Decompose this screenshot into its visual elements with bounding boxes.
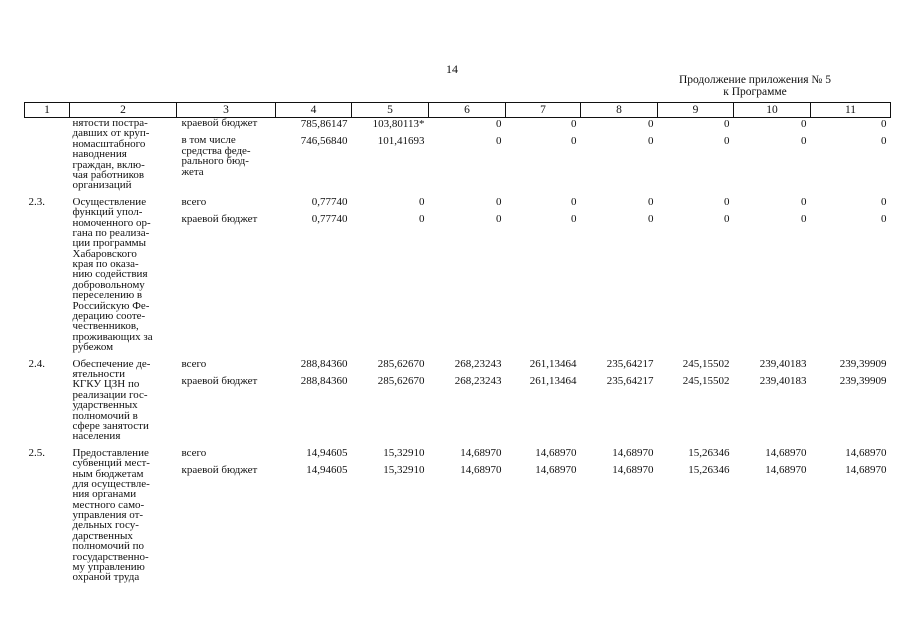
value-cell: 14,68970 xyxy=(845,464,887,477)
value-cell: 0,77740 xyxy=(311,213,348,226)
funding-source-line: всего xyxy=(181,446,207,459)
measure-name-line: номоченного ор- xyxy=(72,216,151,229)
measure-name-line: ции программы xyxy=(72,237,147,250)
header-cell-10: 10 xyxy=(734,103,811,118)
value-cell: 268,23243 xyxy=(454,374,502,387)
funding-source-entry xyxy=(182,359,276,369)
page-number: 14 xyxy=(446,62,458,76)
value-cell: 14,68970 xyxy=(535,464,577,477)
funding-source-line: всего xyxy=(181,195,207,208)
funding-source-line: краевой бюджет xyxy=(181,374,258,387)
value-cell: 14,68970 xyxy=(535,446,577,459)
header-cell-11: 11 xyxy=(811,103,891,118)
value-column-8 xyxy=(581,197,658,353)
measure-name-line: местного само- xyxy=(72,498,145,511)
funding-source-line: в том числе xyxy=(181,134,236,147)
value-cell: 0 xyxy=(571,134,577,147)
measure-name-line: КГКУ ЦЗН по xyxy=(72,378,140,391)
row-number: 2.5. xyxy=(28,446,45,459)
measure-name-line: сфере занятости xyxy=(72,419,149,432)
measure-name-line: му управлению xyxy=(72,561,145,574)
measure-name-line: Осуществление xyxy=(72,195,147,208)
value-cell: 15,32910 xyxy=(383,446,425,459)
value-column-11 xyxy=(811,197,891,353)
measure-name-line: гана по реализа- xyxy=(72,226,150,239)
value-cell: 15,26346 xyxy=(688,446,730,459)
value-column-5 xyxy=(352,359,429,442)
value-cell: 239,39909 xyxy=(839,357,887,370)
value-cell: 288,84360 xyxy=(300,357,348,370)
measure-name-line: государственно- xyxy=(72,550,149,563)
value-column-6 xyxy=(429,359,506,442)
funding-source xyxy=(177,118,276,191)
funding-source-line: жета xyxy=(181,165,204,178)
value-column-9 xyxy=(658,359,734,442)
value-column-9 xyxy=(658,448,734,583)
value-column-9 xyxy=(658,197,734,353)
value-column-7 xyxy=(506,359,581,442)
value-cell: 0 xyxy=(724,117,730,130)
value-cell: 15,32910 xyxy=(383,464,425,477)
measure-name-line: населения xyxy=(72,430,121,443)
measure-name-line: полномочий в xyxy=(72,409,138,422)
header-cell-6: 6 xyxy=(429,103,506,118)
measure-name-line: чественников, xyxy=(72,320,139,333)
value-cell: 0 xyxy=(801,134,807,147)
budget-table xyxy=(24,102,891,583)
value-cell: 0 xyxy=(648,213,654,226)
measure-name-line: проживающих за xyxy=(72,330,153,343)
value-column-7 xyxy=(506,118,581,191)
value-cell: 14,68970 xyxy=(612,446,654,459)
value-column-10 xyxy=(734,118,811,191)
row-number: 2.3. xyxy=(28,195,45,208)
value-cell: 0 xyxy=(419,213,425,226)
table-row xyxy=(25,197,891,353)
funding-source-entry xyxy=(182,376,276,386)
measure-name-line: организаций xyxy=(72,179,132,192)
measure-name-line: субвенций мест- xyxy=(72,457,150,470)
value-cell: 0 xyxy=(571,213,577,226)
funding-source xyxy=(177,359,276,442)
measure-name xyxy=(70,118,177,191)
value-cell: 14,94605 xyxy=(306,446,348,459)
measure-name-line: охраной труда xyxy=(72,571,140,584)
measure-name-line: рубежом xyxy=(72,341,114,354)
header-row xyxy=(25,103,891,118)
value-cell: 261,13464 xyxy=(529,374,577,387)
value-cell: 14,68970 xyxy=(460,446,502,459)
value-cell: 103,80113* xyxy=(372,117,425,130)
value-column-4 xyxy=(276,448,352,583)
funding-source xyxy=(177,197,276,353)
funding-source-entry xyxy=(182,118,276,128)
value-column-5 xyxy=(352,197,429,353)
measure-name-line: полномочий по xyxy=(72,540,145,553)
funding-source-entry xyxy=(182,465,276,475)
value-cell: 0 xyxy=(724,195,730,208)
measure-name-line: реализации гос- xyxy=(72,388,148,401)
funding-source-entry xyxy=(182,197,276,207)
value-cell: 15,26346 xyxy=(688,464,730,477)
measure-name-line: Российскую Фе- xyxy=(72,299,150,312)
measure-name-line: наводнения xyxy=(72,148,127,161)
measure-name xyxy=(70,197,177,353)
value-cell: 235,64217 xyxy=(606,357,654,370)
value-cell: 261,13464 xyxy=(529,357,577,370)
continuation-line-2: к Программе xyxy=(723,86,787,98)
value-column-6 xyxy=(429,118,506,191)
value-cell: 14,68970 xyxy=(460,464,502,477)
value-cell: 14,68970 xyxy=(765,464,807,477)
header-cell-8: 8 xyxy=(581,103,658,118)
funding-source xyxy=(177,448,276,583)
value-column-5 xyxy=(352,448,429,583)
value-column-4 xyxy=(276,359,352,442)
value-cell: 785,86147 xyxy=(300,117,348,130)
value-cell: 0 xyxy=(724,134,730,147)
value-cell: 0 xyxy=(496,134,502,147)
value-column-10 xyxy=(734,359,811,442)
measure-name-line: переселению в xyxy=(72,289,143,302)
header-cell-9: 9 xyxy=(658,103,734,118)
measure-name-line: добровольному xyxy=(72,278,145,291)
measure-name-line: ния органами xyxy=(72,488,137,501)
measure-name-line: номасштабного xyxy=(72,137,146,150)
funding-source-entry xyxy=(182,448,276,458)
measure-name-line: Хабаровского xyxy=(72,247,137,260)
value-column-11 xyxy=(811,448,891,583)
value-cell: 239,40183 xyxy=(759,357,807,370)
value-cell: 0 xyxy=(571,195,577,208)
value-cell: 268,23243 xyxy=(454,357,502,370)
header-cell-7: 7 xyxy=(506,103,581,118)
value-cell: 746,56840 xyxy=(300,134,348,147)
measure-name-line: чая работников xyxy=(72,168,145,181)
table-row xyxy=(25,448,891,583)
header-cell-1: 1 xyxy=(25,103,70,118)
measure-name-line: дельных госу- xyxy=(72,519,139,532)
value-column-7 xyxy=(506,197,581,353)
funding-source-line: краевой бюджет xyxy=(181,117,258,129)
measure-name-line: функций упол- xyxy=(72,206,143,219)
funding-source-line: средства феде- xyxy=(181,144,251,157)
measure-name-line: ударственных xyxy=(72,399,138,412)
header-cell-4: 4 xyxy=(276,103,352,118)
measure-name-line: края по оказа- xyxy=(72,258,139,271)
value-cell: 285,62670 xyxy=(377,374,425,387)
value-cell: 101,41693 xyxy=(377,134,425,147)
value-cell: 14,94605 xyxy=(306,464,348,477)
measure-name-line: нию содействия xyxy=(72,268,148,281)
funding-source-entry xyxy=(182,214,276,224)
value-cell: 0 xyxy=(648,117,654,130)
value-column-9 xyxy=(658,118,734,191)
table-row xyxy=(25,359,891,442)
value-cell: 0 xyxy=(571,117,577,130)
measure-name-line: ятельности xyxy=(72,367,125,380)
measure-name xyxy=(70,359,177,442)
funding-source-line: краевой бюджет xyxy=(181,213,258,226)
value-cell: 285,62670 xyxy=(377,357,425,370)
value-cell: 0 xyxy=(724,213,730,226)
value-column-10 xyxy=(734,448,811,583)
value-column-8 xyxy=(581,359,658,442)
value-cell: 0 xyxy=(496,117,502,130)
value-column-11 xyxy=(811,359,891,442)
value-cell: 14,68970 xyxy=(612,464,654,477)
value-column-11 xyxy=(811,118,891,191)
header-cell-3: 3 xyxy=(177,103,276,118)
value-cell: 14,68970 xyxy=(765,446,807,459)
table-row xyxy=(25,118,891,191)
value-column-4 xyxy=(276,118,352,191)
value-cell: 0,77740 xyxy=(311,195,348,208)
measure-name-line: управления от- xyxy=(72,509,144,522)
value-cell: 245,15502 xyxy=(682,374,730,387)
value-cell: 0 xyxy=(419,195,425,208)
row-number xyxy=(25,118,70,191)
value-column-5 xyxy=(352,118,429,191)
value-cell: 0 xyxy=(496,195,502,208)
value-cell: 0 xyxy=(801,117,807,130)
header-cell-5: 5 xyxy=(352,103,429,118)
measure-name-line: нятости постра- xyxy=(72,117,148,129)
value-cell: 0 xyxy=(496,213,502,226)
measure-name-line: дерацию сооте- xyxy=(72,310,146,323)
measure-name-line: дарственных xyxy=(72,529,133,542)
funding-source-line: краевой бюджет xyxy=(181,464,258,477)
value-column-6 xyxy=(429,448,506,583)
value-cell: 0 xyxy=(801,195,807,208)
value-column-8 xyxy=(581,448,658,583)
value-cell: 245,15502 xyxy=(682,357,730,370)
header-cell-2: 2 xyxy=(70,103,177,118)
value-cell: 14,68970 xyxy=(845,446,887,459)
value-cell: 0 xyxy=(881,134,887,147)
value-cell: 235,64217 xyxy=(606,374,654,387)
value-cell: 0 xyxy=(648,134,654,147)
measure-name xyxy=(70,448,177,583)
measure-name-line: Предоставление xyxy=(72,446,149,459)
value-column-6 xyxy=(429,197,506,353)
funding-source-line: всего xyxy=(181,357,207,370)
continuation-note xyxy=(650,74,860,98)
value-cell: 0 xyxy=(881,117,887,130)
value-column-10 xyxy=(734,197,811,353)
continuation-line-1: Продолжение приложения № 5 xyxy=(678,74,832,86)
row-number: 2.4. xyxy=(28,357,45,370)
value-cell: 0 xyxy=(881,195,887,208)
value-cell: 0 xyxy=(648,195,654,208)
measure-name-line: Обеспечение де- xyxy=(72,357,151,370)
value-cell: 288,84360 xyxy=(300,374,348,387)
value-column-7 xyxy=(506,448,581,583)
measure-name-line: граждан, вклю- xyxy=(72,158,145,171)
measure-name-line: давших от круп- xyxy=(72,127,150,140)
funding-source-entry xyxy=(182,135,276,177)
value-cell: 239,40183 xyxy=(759,374,807,387)
value-column-4 xyxy=(276,197,352,353)
value-cell: 0 xyxy=(801,213,807,226)
measure-name-line: для осуществле- xyxy=(72,477,150,490)
value-column-8 xyxy=(581,118,658,191)
value-cell: 239,39909 xyxy=(839,374,887,387)
table-header xyxy=(25,103,891,118)
funding-source-line: рального бюд- xyxy=(181,155,249,168)
table-body xyxy=(25,118,891,583)
measure-name-line: ным бюджетам xyxy=(72,467,144,480)
value-cell: 0 xyxy=(881,213,887,226)
